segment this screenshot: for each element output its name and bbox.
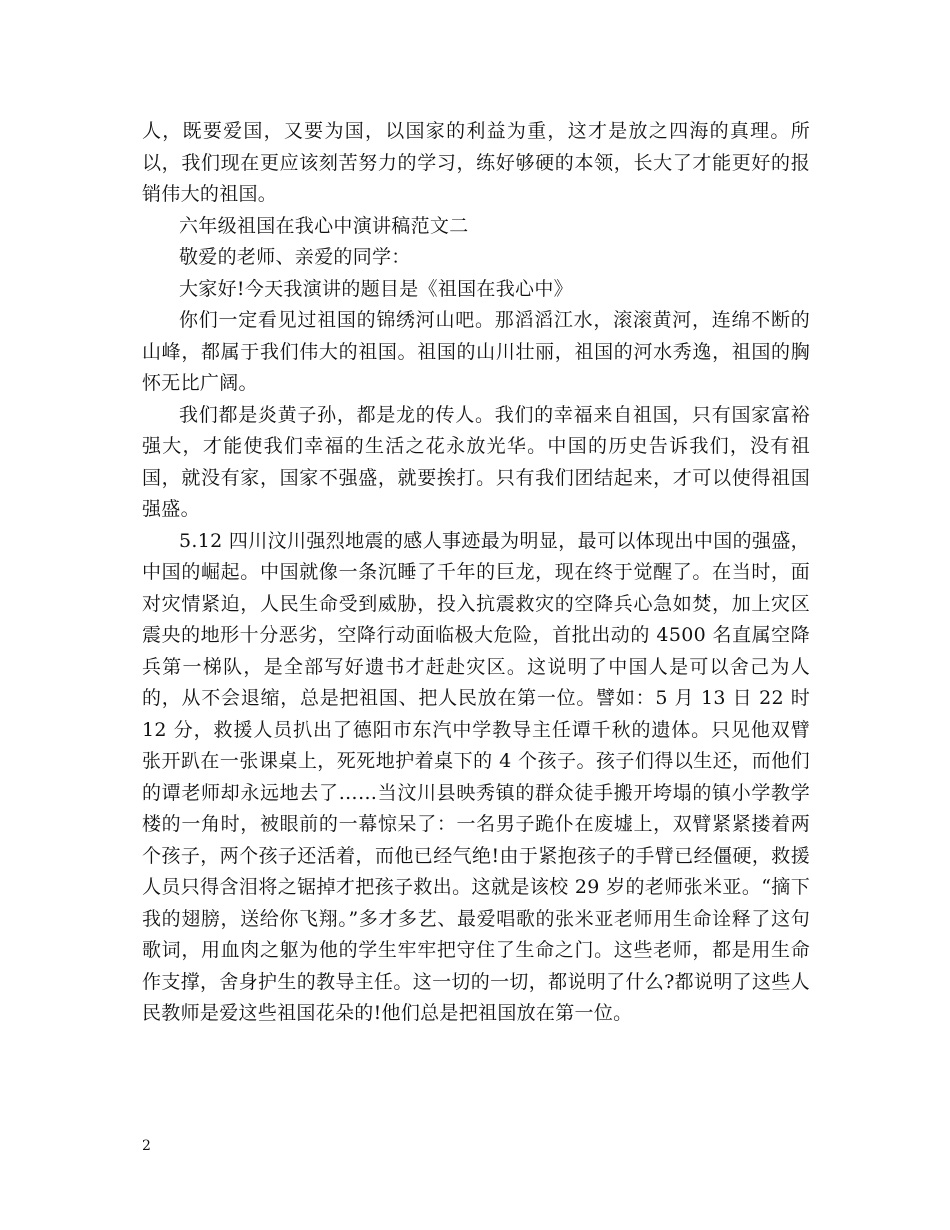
paragraph: 5.12 四川汶川强烈地震的感人事迹最为明显，最可以体现出中国的强盛，中国的崛起。中国就像一条沉睡了千年的巨龙，现在终于觉醒了。在当时，面对灾情紧迫，人民生命受到威胁，投入抗震救灾的空降兵心急如焚，加上灾区震央的地形十分恶劣，空降行动面临极大危险，首批出动的 4500 名直属空降兵第一梯队，是全部写好遗书才赶赴灾区。这说明了中国人是可以舍己为人的，从不会退缩，总是把祖国、把人民放在第一位。譬如：5 月 13 日 22 时 12 分，救援人员扒出了德阳市东汽中学教导主任谭千秋的遗体。只见他双臂张开趴在一张课桌上，死死地护着桌下的 4 个孩子。孩子们得以生还，而他们的谭老师却永远地去了……当汶川县映秀镇的群众徒手搬开垮塌的镇小学教学楼的一角时，被眼前的一幕惊呆了：一名男子跪仆在废墟上，双臂紧紧搂着两个孩子，两个孩子还活着，而他已经气绝!由于紧抱孩子的手臂已经僵硬，救援人员只得含泪将之锯掉才把孩子救出。这就是该校 29 岁的老师张米亚。“摘下我的翅膀，送给你飞翔。”多才多艺、最爱唱歌的张米亚老师用生命诠释了这句歌词，用血肉之躯为他的学生牢牢把守住了生命之门。这些老师，都是用生命作支撑，舍身护生的教导主任。这一切的一切，都说明了什么?都说明了这些人民教师是爱这些祖国花朵的!他们总是把祖国放在第一位。: [142, 529, 810, 1024]
paragraph: 你们一定看见过祖国的锦绣河山吧。那滔滔江水，滚滚黄河，连绵不断的山峰，都属于我们伟大的祖国。祖国的山川壮丽，祖国的河水秀逸，祖国的胸怀无比广阔。: [142, 309, 810, 394]
paragraph-continuation: 人，既要爱国，又要为国，以国家的利益为重，这才是放之四海的真理。所以，我们现在更应该刻苦努力的学习，练好够硬的本领，长大了才能更好的报销伟大的祖国。: [142, 120, 810, 205]
greeting-line: 大家好!今天我演讲的题目是《祖国在我心中》: [179, 277, 573, 300]
page-number: 2: [142, 1138, 151, 1154]
paragraph: 我们都是炎黄子孙，都是龙的传人。我们的幸福来自祖国，只有国家富裕强大，才能使我们幸福的生活之花永放光华。中国的历史告诉我们，没有祖国，就没有家，国家不强盛，就要挨打。只有我们团结起来，才可以使得祖国强盛。: [142, 403, 810, 520]
salutation: 敬爱的老师、亲爱的同学：: [179, 246, 411, 268]
body-text: [142, 116, 810, 1030]
section-heading: 六年级祖国在我心中演讲稿范文二: [179, 214, 469, 237]
